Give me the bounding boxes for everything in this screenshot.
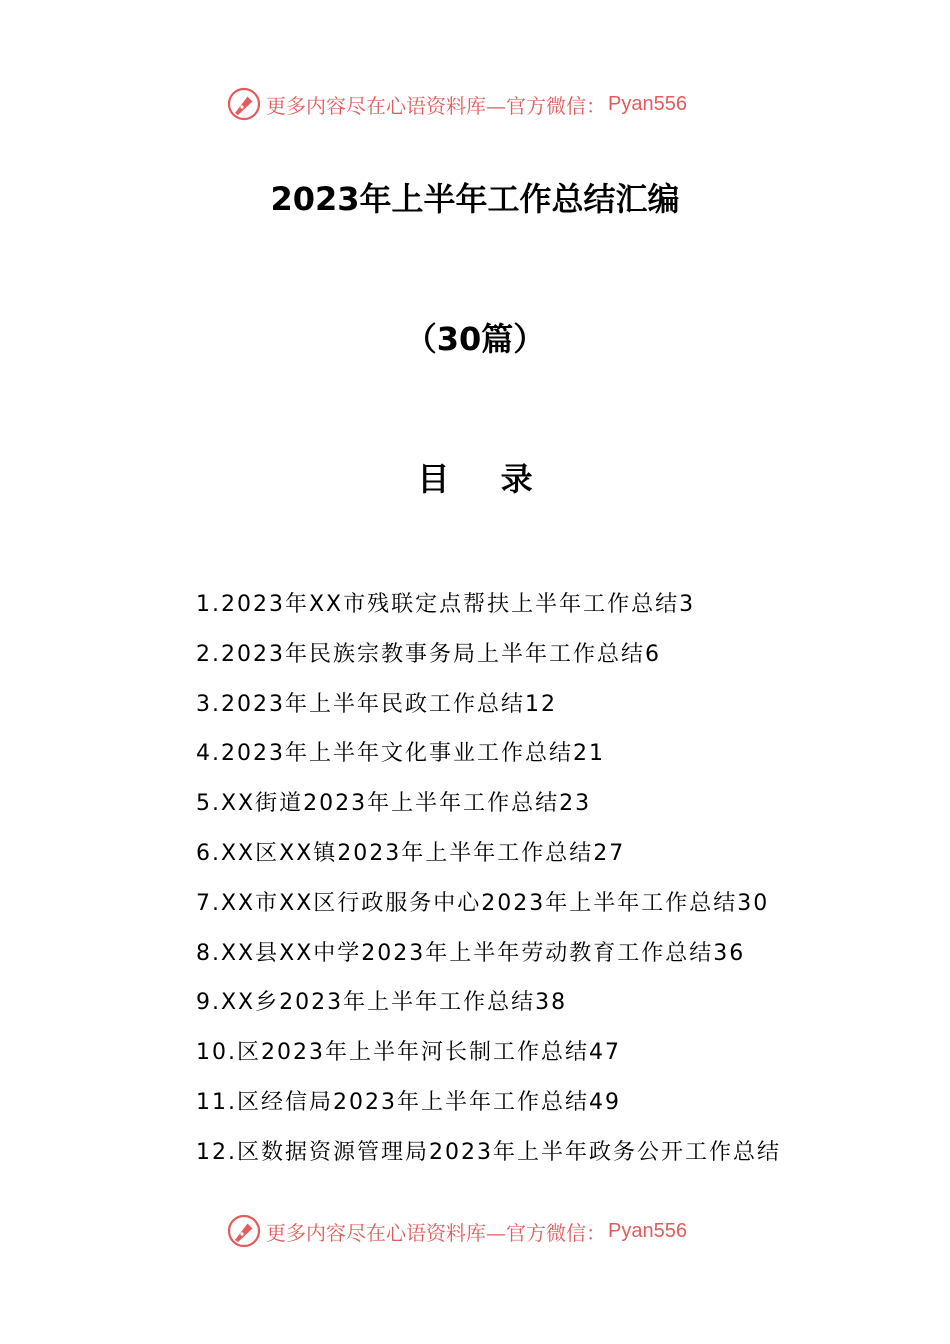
table-of-contents bbox=[196, 586, 836, 1184]
document-title: 2023年上半年工作总结汇编 bbox=[270, 180, 680, 218]
toc-item[interactable]: 3.2023年上半年民政工作总结12 bbox=[196, 691, 557, 717]
toc-item[interactable]: 9.XX乡2023年上半年工作总结38 bbox=[196, 990, 568, 1016]
toc-item[interactable]: 2.2023年民族宗教事务局上半年工作总结6 bbox=[196, 641, 661, 667]
toc-item[interactable]: 7.XX市XX区行政服务中心2023年上半年工作总结30 bbox=[196, 890, 770, 916]
footer-watermark bbox=[226, 1211, 746, 1251]
toc-item[interactable]: 4.2023年上半年文化事业工作总结21 bbox=[196, 741, 605, 767]
toc-item[interactable]: 10.区2023年上半年河长制工作总结47 bbox=[196, 1040, 621, 1066]
toc-item[interactable]: 1.2023年XX市残联定点帮扶上半年工作总结3 bbox=[196, 592, 696, 617]
toc-heading: 目 录 bbox=[417, 460, 553, 498]
toc-item[interactable]: 12.区数据资源管理局2023年上半年政务公开工作总结 bbox=[196, 1139, 781, 1165]
toc-item[interactable]: 6.XX区XX镇2023年上半年工作总结27 bbox=[196, 840, 626, 866]
watermark-wechat-id: Pyan556 bbox=[608, 1219, 687, 1242]
pen-nib-logo-icon bbox=[226, 1213, 262, 1249]
toc-item[interactable]: 5.XX街道2023年上半年工作总结23 bbox=[196, 791, 592, 817]
watermark-wechat-id: Pyan556 bbox=[608, 92, 687, 115]
header-watermark bbox=[226, 84, 746, 124]
document-subtitle: （30篇） bbox=[404, 320, 546, 358]
toc-item[interactable]: 11.区经信局2023年上半年工作总结49 bbox=[196, 1089, 621, 1115]
pen-nib-logo-icon bbox=[226, 86, 262, 122]
watermark-text: 更多内容尽在心语资料库—官方微信： bbox=[266, 1220, 606, 1245]
toc-item[interactable]: 8.XX县XX中学2023年上半年劳动教育工作总结36 bbox=[196, 940, 746, 966]
watermark-text: 更多内容尽在心语资料库—官方微信： bbox=[266, 93, 606, 118]
